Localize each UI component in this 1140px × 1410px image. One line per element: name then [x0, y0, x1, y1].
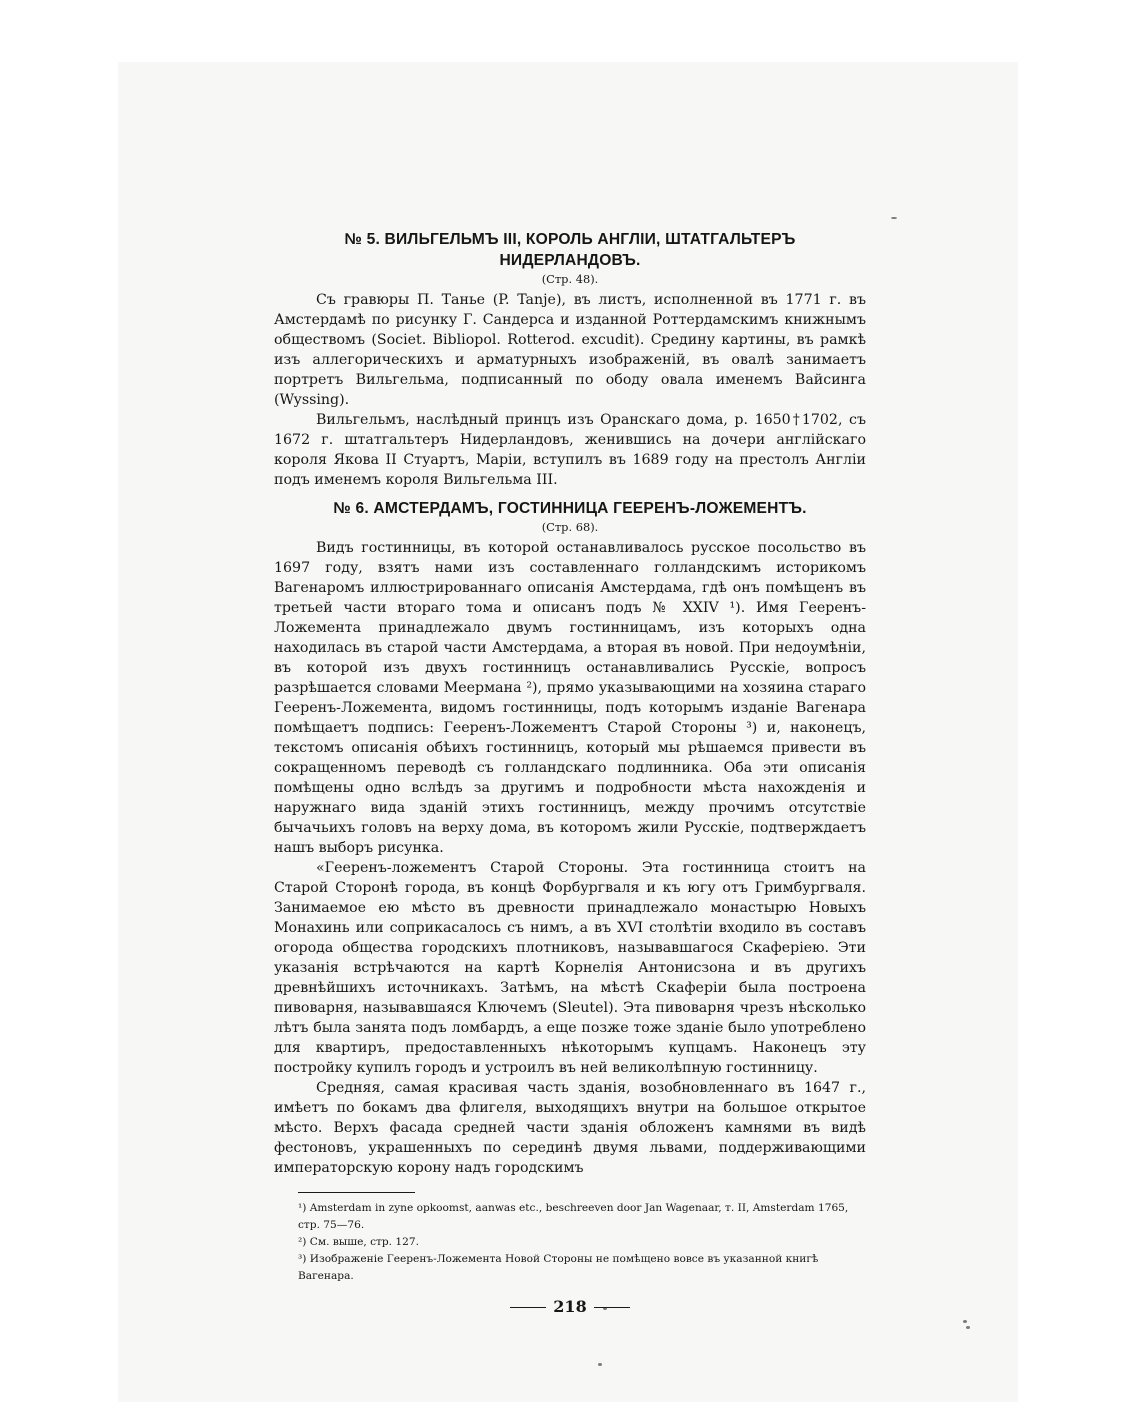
footnote-3: ³) Изображеніе Гееренъ-Ложемента Новой Стороны не помѣщено вовсе въ указанной книгѣ Вагенара. — [298, 1253, 819, 1282]
paragraph-amsterdam-old-side: «Гееренъ-ложементъ Старой Стороны. Эта гостинница стоитъ на Старой Сторонѣ города, въ концѣ Форбургваля и къ югу отъ Гримбургваля. Занимаемое ею мѣсто въ древности принадлежало монастырю Новыхъ Монахинь или соприкасалось съ нимъ, а въ XVI столѣтіи входило въ составъ огорода общества городскихъ плотниковъ, называвшагося Скаферіею. Эти указанія встрѣчаются на картѣ Корнелія Антонисзона и въ другихъ древнѣйшихъ источникахъ. Затѣмъ, на мѣстѣ Скаферіи была построена пивоварня, называвшаяся Ключемъ (Sleutel). Эта пивоварня чрезъ нѣсколько лѣтъ была занята подъ ломбардъ, а еще позже тоже зданіе было употреблено для квартиръ, предоставленныхъ нѣкоторымъ купцамъ. Наконецъ эту постройку купилъ городъ и устроилъ въ ней великолѣпную гостинницу. — [274, 860, 866, 1076]
page-number-right-dash — [594, 1307, 630, 1308]
paragraph-wilhelm-engraving: Съ гравюры П. Танье (P. Tanje), въ листъ, исполненной въ 1771 г. въ Амстердамѣ по рисунку Г. Сандерса и изданной Роттердамскимъ книжнымъ обществомъ (Societ. Bibliopol. Rotterod. excudit). Средину картины, въ рамкѣ изъ аллегорическихъ и арматурныхъ изображеній, въ овалѣ занимаетъ портретъ Вильгельма, подписанный по ободу овала именемъ Вайсинга (Wyssing). — [274, 292, 866, 408]
paragraph-amsterdam-view: Видъ гостинницы, въ которой останавливалось русское посольство въ 1697 году, взятъ нами изъ составленнаго голландскимъ историкомъ Вагенаромъ иллюстрированнаго описанія Амстердама, гдѣ онъ помѣщенъ въ третьей части втораго тома и описанъ подъ № XXIV ¹). Имя Гееренъ-Ложемента принадлежало двумъ гостинницамъ, изъ которыхъ одна находилась въ старой части Амстердама, а вторая въ новой. При недоумѣніи, въ которой изъ двухъ гостинницъ останавливались Русскіе, вопросъ разрѣшается словами Меермана ²), прямо указывающими на хозяина стараго Гееренъ-Ложемента, видомъ гостинницы, подъ которымъ изданіе Вагенара помѣщаетъ подпись: Гееренъ-Ложементъ Старой Стороны ³) и, наконецъ, текстомъ описанія обѣихъ гостинницъ, который мы рѣшаемся привести въ сокращенномъ переводѣ съ голландскаго подлинника. Оба эти описанія помѣщены одно вслѣдъ за другимъ и подробности мѣста нахожденія и наружнаго вида зданій этихъ гостинницъ, между прочимъ отсутствіе бычачьихъ головъ на верху дома, въ которомъ жили Русскіе, подтверждаетъ нашъ выборъ рисунка. — [274, 540, 866, 856]
page-number-row — [274, 1297, 866, 1317]
page-number-left-dash — [510, 1307, 546, 1308]
section-gap — [274, 490, 866, 498]
scan-speck — [598, 1363, 602, 1366]
section-title-wilhelm: № 5. ВИЛЬГЕЛЬМЪ III, КОРОЛЬ АНГЛІИ, ШТАТГАЛЬТЕРЪ НИДЕРЛАНДОВЪ. — [344, 231, 796, 269]
footnote-divider — [298, 1192, 415, 1193]
paragraph-wilhelm-biography: Вильгельмъ, наслѣдный принцъ изъ Оранскаго дома, р. 1650†1702, съ 1672 г. штатгальтеръ Нидерландовъ, женившись на дочери англійскаго короля Якова II Стуартъ, Маріи, вступилъ въ 1689 году на престолъ Англіи подъ именемъ короля Вильгельма III. — [274, 412, 866, 488]
scan-speck — [963, 1320, 967, 1323]
section-title-amsterdam: № 6. АМСТЕРДАМЪ, ГОСТИННИЦА ГЕЕРЕНЪ-ЛОЖЕМЕНТЪ. — [333, 500, 807, 517]
scan-speck — [966, 1326, 970, 1329]
page-reference-amsterdam: (Стр. 68). — [541, 520, 599, 534]
page-reference-wilhelm: (Стр. 48). — [541, 272, 599, 286]
footnote-1: ¹) Amsterdam in zyne opkoomst, aanwas etc., beschreeven door Jan Wagenaar, т. II, Amsterdam 1765, стр. 75—76. — [298, 1202, 849, 1231]
paragraph-amsterdam-building: Средняя, самая красивая часть зданія, возобновленнаго въ 1647 г., имѣетъ по бокамъ два флигеля, выходящихъ внутри на большое открытое мѣсто. Верхъ фасада средней части зданія обложенъ камнями въ видѣ фестоновъ, украшенныхъ по серединѣ двумя львами, поддерживающими императорскую корону надъ городскимъ — [274, 1080, 866, 1176]
document-body — [274, 229, 866, 1317]
footnote-2: ²) См. выше, стр. 127. — [298, 1236, 419, 1248]
page-number: 218 — [553, 1297, 587, 1316]
scan-speck — [891, 217, 897, 219]
